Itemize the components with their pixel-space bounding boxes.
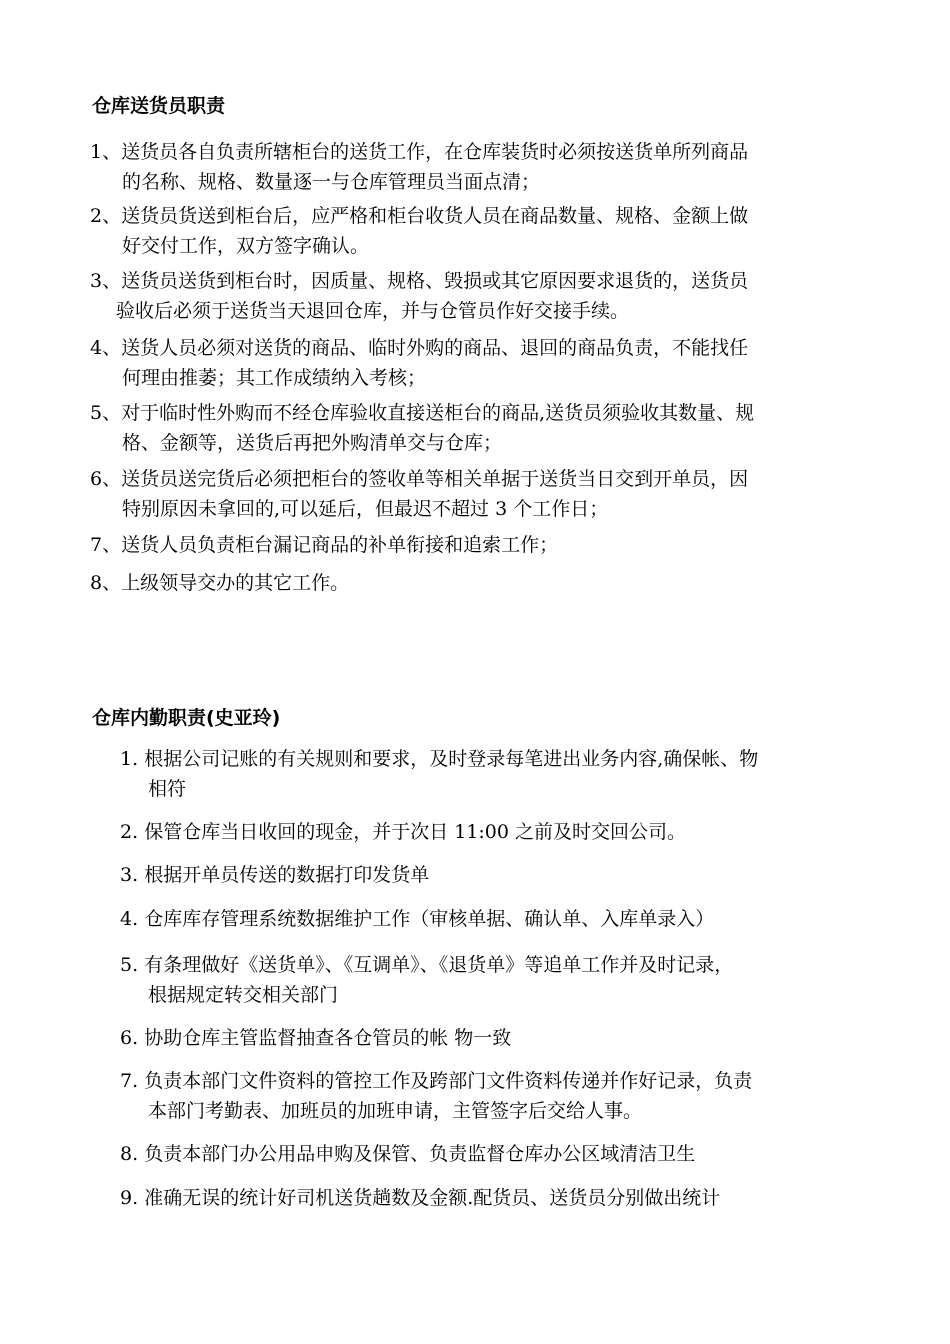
item-number: 8.	[120, 1143, 139, 1165]
item-text: 仓库库存管理系统数据维护工作（审核单据、确认单、入库单录入）	[144, 908, 715, 930]
item-line: 1、送货员各自负责所辖柜台的送货工作，在仓库装货时必须按送货单所列商品	[90, 141, 749, 163]
item-text: 根据公司记账的有关规则和要求，及时登录每笔进出业务内容,确保帐、物	[144, 748, 759, 770]
item-line: 好交付工作，双方签字确认。	[122, 235, 370, 257]
section2-item-7	[120, 1066, 752, 1126]
item-line: 2、送货员货送到柜台后，应严格和柜台收货人员在商品数量、规格、金额上做	[90, 205, 749, 227]
item-line	[120, 817, 686, 847]
section2-item-5	[120, 950, 733, 1010]
section2-item-3	[120, 860, 429, 890]
item-line: 5、对于临时性外购而不经仓库验收直接送柜台的商品,送货员须验收其数量、规	[90, 402, 755, 424]
item-number: 7.	[120, 1070, 139, 1092]
item-line: 格、金额等，送货后再把外购清单交与仓库；	[122, 432, 503, 454]
section1-item-1	[90, 137, 748, 197]
section2-item-1	[120, 744, 758, 804]
item-text: 准确无误的统计好司机送货趟数及金额.配货员、送货员分别做出统计	[144, 1187, 721, 1209]
item-text: 协助仓库主管监督抽查各仓管员的帐 物一致	[144, 1027, 512, 1049]
section1-item-5	[90, 398, 754, 458]
item-number: 1.	[120, 748, 139, 770]
item-line: 8、上级领导交办的其它工作。	[90, 572, 350, 594]
section1-item-2	[90, 201, 748, 261]
section2-title: 仓库内勤职责(史亚玲)	[92, 707, 281, 729]
item-line: 验收后必须于送货当天退回仓库，并与仓管员作好交接手续。	[116, 300, 630, 322]
section1-title: 仓库送货员职责	[92, 95, 226, 117]
item-line: 何理由推萎；其工作成绩纳入考核；	[122, 367, 427, 389]
item-text: 保管仓库当日收回的现金，并于次日 11:00 之前及时交回公司。	[144, 821, 687, 843]
item-line	[120, 1023, 511, 1053]
item-number: 3.	[120, 864, 139, 886]
item-number: 2.	[120, 821, 139, 843]
item-text: 负责本部门办公用品申购及保管、负责监督仓库办公区域清洁卫生	[144, 1143, 696, 1165]
item-number: 5.	[120, 954, 139, 976]
section1-item-6	[90, 464, 748, 524]
item-line	[120, 904, 714, 934]
item-line	[120, 744, 758, 774]
section2-item-8	[120, 1139, 695, 1169]
item-text: 有条理做好《送货单》、《互调单》、《退货单》等追单工作并及时记录，	[144, 954, 734, 976]
item-line: 7、送货人员负责柜台漏记商品的补单衔接和追索工作；	[90, 534, 559, 556]
item-line: 的名称、规格、数量逐一与仓库管理员当面点清；	[122, 171, 541, 193]
section1-item-3	[90, 266, 748, 326]
section1-item-7	[90, 530, 558, 560]
item-text: 负责本部门文件资料的管控工作及跨部门文件资料传递并作好记录，负责	[144, 1070, 753, 1092]
item-line: 特别原因未拿回的,可以延后，但最迟不超过 3 个工作日；	[122, 498, 609, 520]
item-line: 相符	[148, 778, 187, 800]
item-text: 根据开单员传送的数据打印发货单	[144, 864, 430, 886]
item-line	[120, 1066, 752, 1096]
section2-item-6	[120, 1023, 511, 1053]
item-line: 本部门考勤表、加班员的加班申请，主管签字后交给人事。	[148, 1100, 643, 1122]
item-line: 根据规定转交相关部门	[148, 984, 339, 1006]
item-number: 9.	[120, 1187, 139, 1209]
item-number: 6.	[120, 1027, 139, 1049]
item-number: 4.	[120, 908, 139, 930]
item-line: 3、送货员送货到柜台时，因质量、规格、毁损或其它原因要求退货的，送货员	[90, 270, 749, 292]
item-line	[120, 950, 733, 980]
section2-item-2	[120, 817, 686, 847]
section1-item-8	[90, 568, 349, 598]
item-line	[120, 1183, 720, 1213]
item-line	[120, 860, 429, 890]
section2-item-4	[120, 904, 714, 934]
section1-item-4	[90, 333, 748, 393]
item-line	[120, 1139, 695, 1169]
item-line: 4、送货人员必须对送货的商品、临时外购的商品、退回的商品负责，不能找任	[90, 337, 749, 359]
item-line: 6、送货员送完货后必须把柜台的签收单等相关单据于送货当日交到开单员，因	[90, 468, 749, 490]
section2-item-9	[120, 1183, 720, 1213]
